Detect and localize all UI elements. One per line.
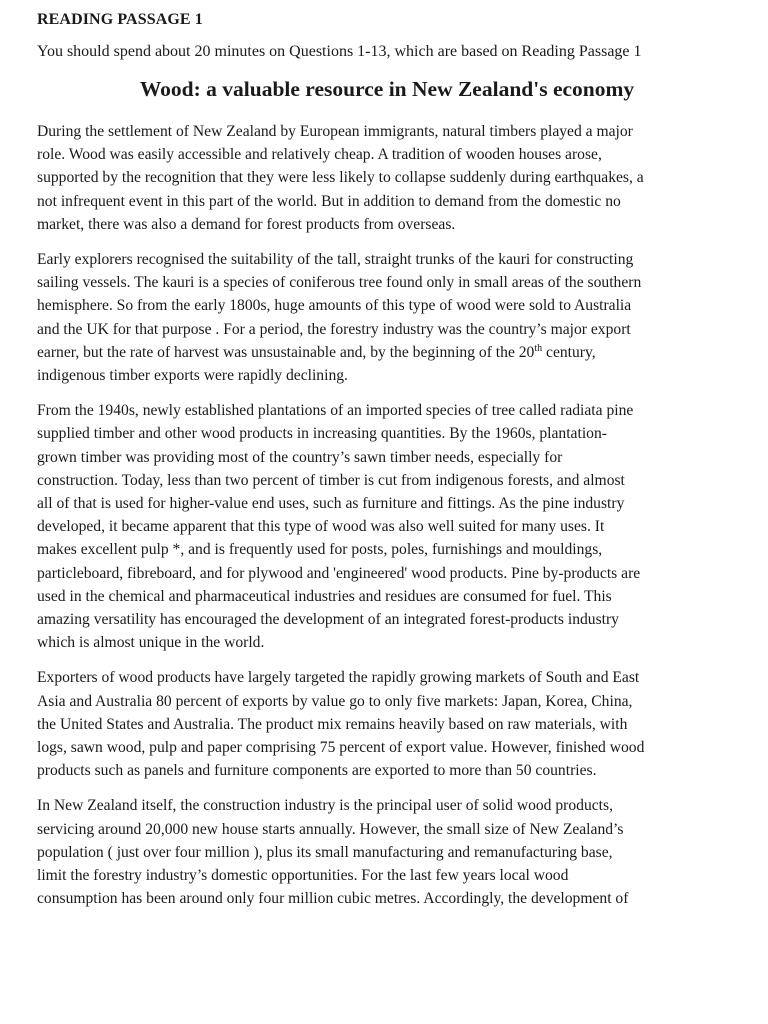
paragraph-line: hemisphere. So from the early 1800s, huge amounts of this type of wood were sold to Australia	[37, 297, 632, 315]
paragraph-line: used in the chemical and pharmaceutical industries and residues are consumed for fuel. This	[37, 587, 612, 605]
paragraph-line: Asia and Australia 80 percent of exports by value go to only five markets: Japan, Korea, China,	[37, 692, 633, 710]
paragraph-line: supported by the recognition that they were less likely to collapse suddenly during earthquakes, a	[37, 169, 644, 187]
paragraph-line: consumption has been around only four million cubic metres. Accordingly, the development of	[37, 890, 629, 908]
paragraph-line-text: earner, but the rate of harvest was unsustainable and, by the beginning of the 20	[37, 343, 535, 361]
paragraph-line: not infrequent event in this part of the world. But in addition to demand from the domestic no	[37, 192, 621, 210]
paragraph-line: which is almost unique in the world.	[37, 634, 265, 652]
paragraph-line: Early explorers recognised the suitability of the tall, straight trunks of the kauri for constructing	[37, 251, 634, 269]
paragraph-line: From the 1940s, newly established plantations of an imported species of tree called radiata pine	[37, 402, 634, 420]
document-page	[37, 10, 737, 923]
paragraph-line: particleboard, fibreboard, and for plywood and 'engineered' wood products. Pine by-products are	[37, 564, 641, 582]
paragraph-line: products such as panels and furniture components are exported to more than 50 countries.	[37, 762, 597, 780]
paragraph-line: sailing vessels. The kauri is a species of coniferous tree found only in small areas of the southern	[37, 274, 642, 292]
paragraph-line: grown timber was providing most of the country’s sawn timber needs, especially for	[37, 448, 563, 466]
paragraph-2	[37, 248, 737, 387]
paragraph-line: supplied timber and other wood products in increasing quantities. By the 1960s, plantation-	[37, 425, 607, 443]
paragraph-line: construction. Today, less than two percent of timber is cut from indigenous forests, and almost	[37, 471, 625, 489]
paragraph-line-with-superscript	[37, 341, 737, 364]
paragraph-line: servicing around 20,000 new house starts annually. However, the small size of New Zealand’s	[37, 820, 624, 838]
passage-header: READING PASSAGE 1	[37, 11, 203, 28]
paragraph-line: market, there was also a demand for forest products from overseas.	[37, 215, 456, 233]
passage-instructions: You should spend about 20 minutes on Questions 1-13, which are based on Reading Passage 1	[37, 43, 642, 60]
paragraph-line: all of that is used for higher-value end uses, such as furniture and fittings. As the pine industry	[37, 495, 625, 513]
paragraph-line: During the settlement of New Zealand by European immigrants, natural timbers played a major	[37, 123, 633, 140]
paragraph-1	[37, 120, 737, 236]
paragraph-line-tail: century,	[542, 343, 596, 361]
paragraph-5	[37, 794, 737, 910]
paragraph-line: and the UK for that purpose . For a period, the forestry industry was the country’s major export	[37, 320, 631, 338]
paragraph-3	[37, 399, 737, 654]
ordinal-superscript: th	[534, 342, 543, 354]
paragraph-line: Exporters of wood products have largely targeted the rapidly growing markets of South and East	[37, 669, 640, 687]
paragraph-line: indigenous timber exports were rapidly declining.	[37, 367, 348, 385]
paragraph-line: developed, it became apparent that this type of wood was also well suited for many uses. It	[37, 518, 605, 536]
paragraph-line: the United States and Australia. The product mix remains heavily based on raw materials, with	[37, 715, 628, 733]
paragraph-4	[37, 666, 737, 782]
paragraph-line: role. Wood was easily accessible and relatively cheap. A tradition of wooden houses arose,	[37, 146, 602, 164]
paragraph-line: population ( just over four million ), plus its small manufacturing and remanufacturing base,	[37, 843, 613, 861]
paragraph-line: amazing versatility has encouraged the development of an integrated forest-products industry	[37, 611, 619, 629]
paragraph-line: In New Zealand itself, the construction industry is the principal user of solid wood products,	[37, 797, 613, 815]
paragraph-line: limit the forestry industry’s domestic opportunities. For the last few years local wood	[37, 867, 569, 885]
paragraph-line: logs, sawn wood, pulp and paper comprising 75 percent of export value. However, finished wood	[37, 739, 645, 757]
paragraph-line: makes excellent pulp *, and is frequently used for posts, poles, furnishings and mouldings,	[37, 541, 603, 559]
passage-title: Wood: a valuable resource in New Zealand's economy	[139, 77, 635, 101]
